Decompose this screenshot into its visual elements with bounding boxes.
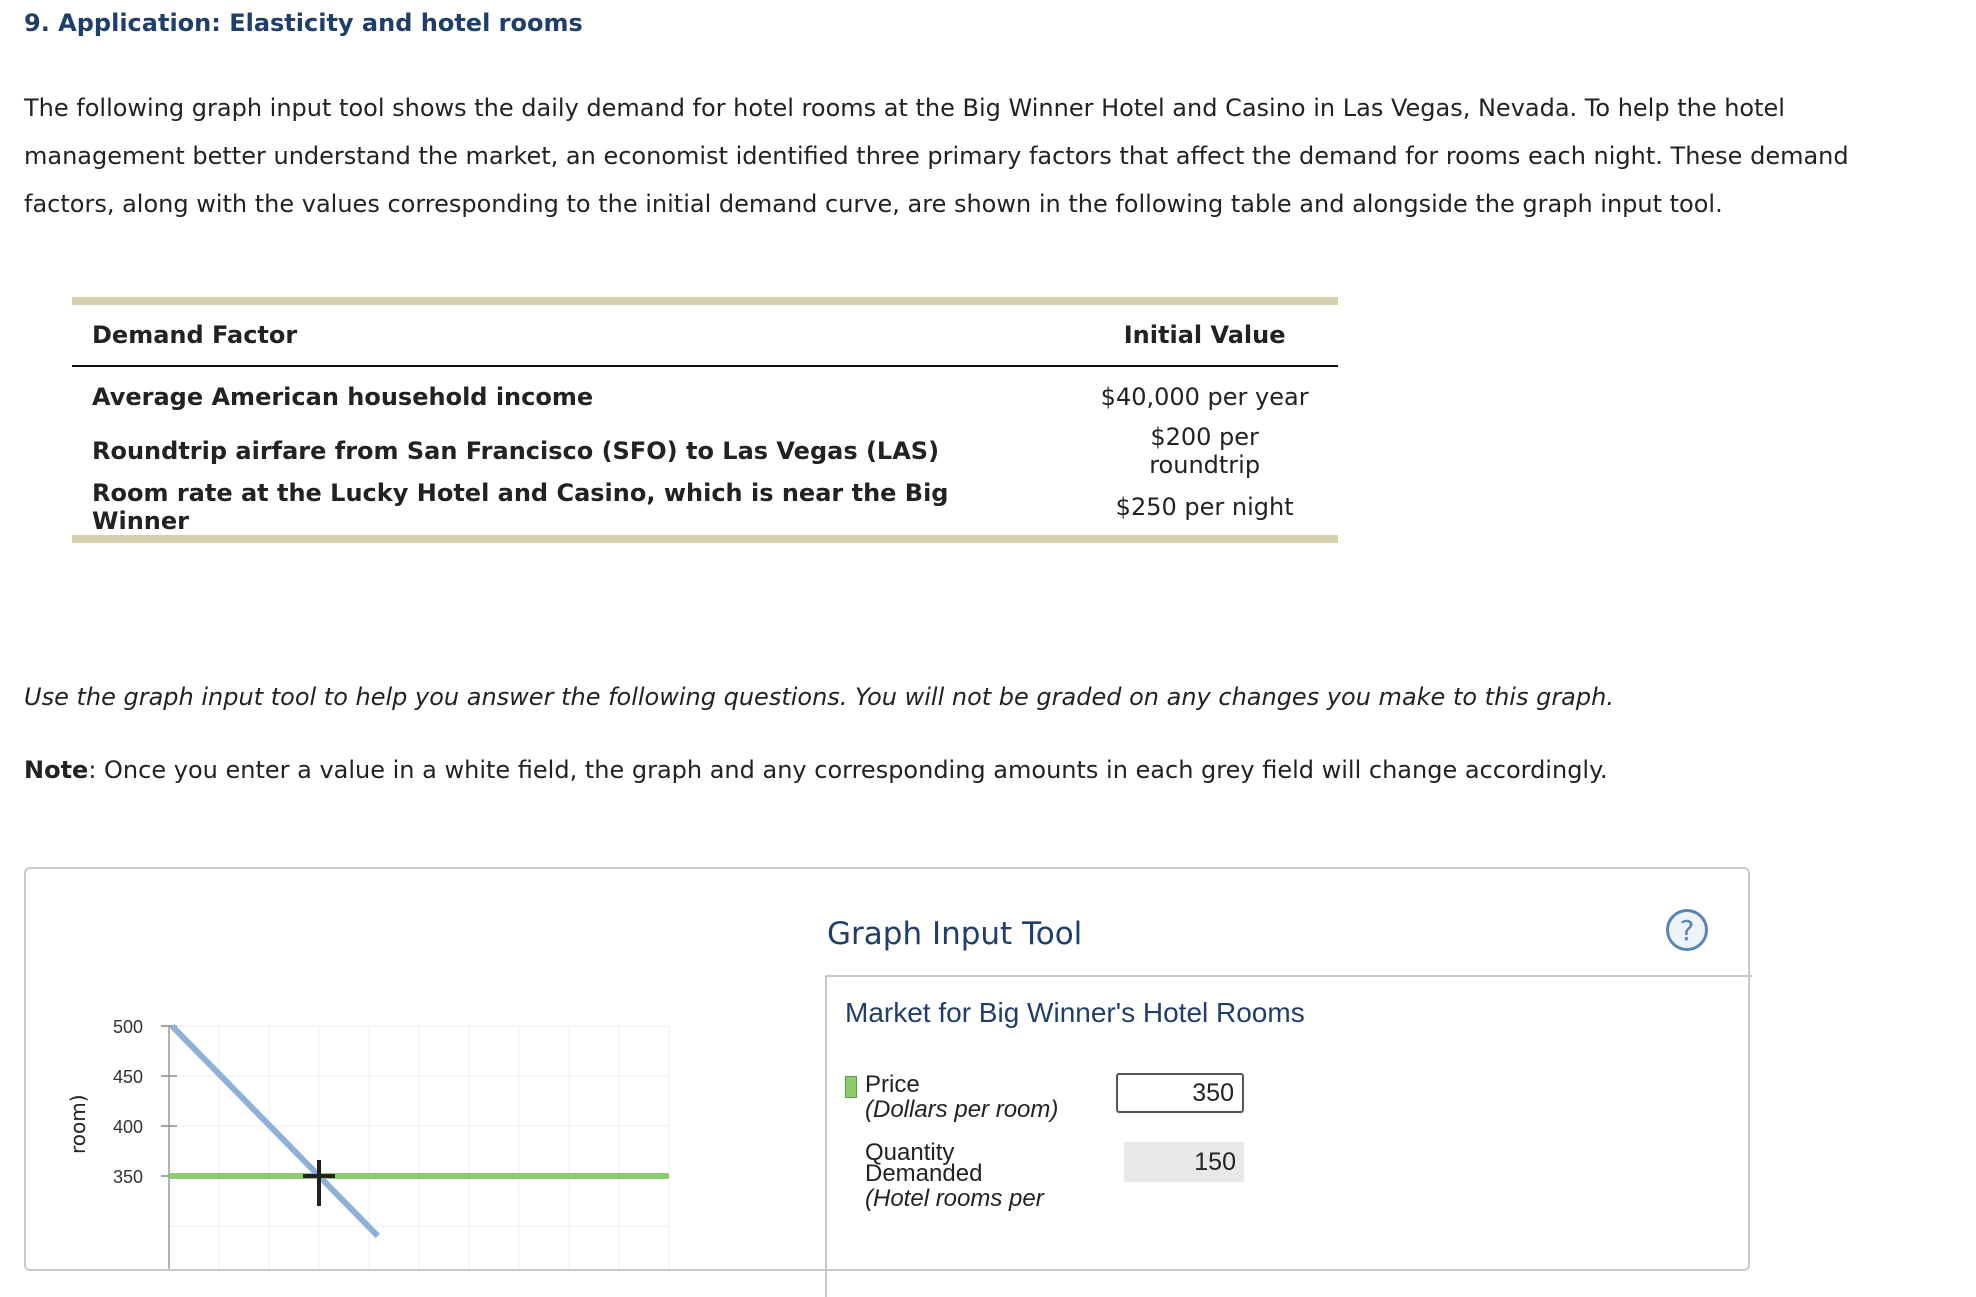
quantity-unit: [865, 1186, 1044, 1211]
y-tick-label: 450: [112, 1067, 143, 1087]
y-tick-label: 500: [112, 1017, 143, 1037]
demand-graph[interactable]: [26, 869, 726, 1269]
price-unit: [865, 1097, 1058, 1122]
quantity-label-line1: Quantity: [865, 1139, 955, 1166]
factor-name: Room rate at the Lucky Hotel and Casino, which is near the Big Winner: [92, 479, 949, 535]
panel-title: Market for Big Winner's Hotel Rooms: [845, 997, 1305, 1028]
factor-name: Roundtrip airfare from San Francisco (SFO) to Las Vegas (LAS): [92, 437, 940, 465]
factor-name: Average American household income: [92, 383, 594, 411]
price-swatch-icon: [845, 1076, 857, 1098]
quantity-label-line2: Demanded: [865, 1160, 983, 1187]
question-intro: The following graph input tool shows the daily demand for hotel rooms at the Big Winner Hotel and Casino in Las Vegas, Nevada. To help the hotel management better understand the market, an economist identified three primary factors that affect the demand for rooms each night. These demand factors, along with the values corresponding to the initial demand curve, are shown in the following table and alongside the graph input tool.: [24, 94, 1849, 218]
table-bottom-rule: [72, 535, 1338, 543]
note-label: Note: [24, 756, 89, 784]
header-initial-value: Initial Value: [1123, 321, 1286, 349]
factor-value: $40,000 per year: [1100, 383, 1309, 411]
demand-factor-table: [72, 297, 1338, 543]
y-tick-label: 400: [112, 1117, 143, 1137]
price-label: Price: [865, 1071, 920, 1098]
header-demand-factor: Demand Factor: [92, 321, 298, 349]
note-body: : Once you enter a value in a white field, the graph and any corresponding amounts in each grey field will change accordingly.: [88, 756, 1608, 784]
y-axis-label: room): [66, 1094, 90, 1154]
market-panel: [825, 975, 1752, 1297]
table-row: [72, 479, 1338, 535]
price-input[interactable]: 350: [1116, 1073, 1244, 1113]
graph-input-tool: [24, 867, 1750, 1271]
help-icon[interactable]: ?: [1666, 909, 1708, 951]
quantity-demanded-field: 150: [1124, 1142, 1244, 1182]
table-row: [72, 423, 1338, 479]
table-header-row: [72, 305, 1338, 366]
note-text: [24, 756, 1608, 784]
factor-value: $250 per night: [1115, 493, 1294, 521]
instructions-text: Use the graph input tool to help you answer the following questions. You will not be graded on any changes you make to this graph.: [24, 683, 1614, 711]
demand-curve: [172, 1026, 378, 1236]
question-title: 9. Application: Elasticity and hotel rooms: [24, 9, 583, 37]
tool-title: Graph Input Tool: [827, 916, 1083, 952]
table-row: [72, 366, 1338, 423]
factor-value: $200 per roundtrip: [1149, 423, 1261, 479]
y-tick-label: 350: [112, 1167, 143, 1187]
table-top-rule: [72, 297, 1338, 305]
quantity-unit-text: (Hotel rooms per: [865, 1185, 1044, 1212]
price-unit-text: (Dollars per room): [865, 1096, 1059, 1123]
